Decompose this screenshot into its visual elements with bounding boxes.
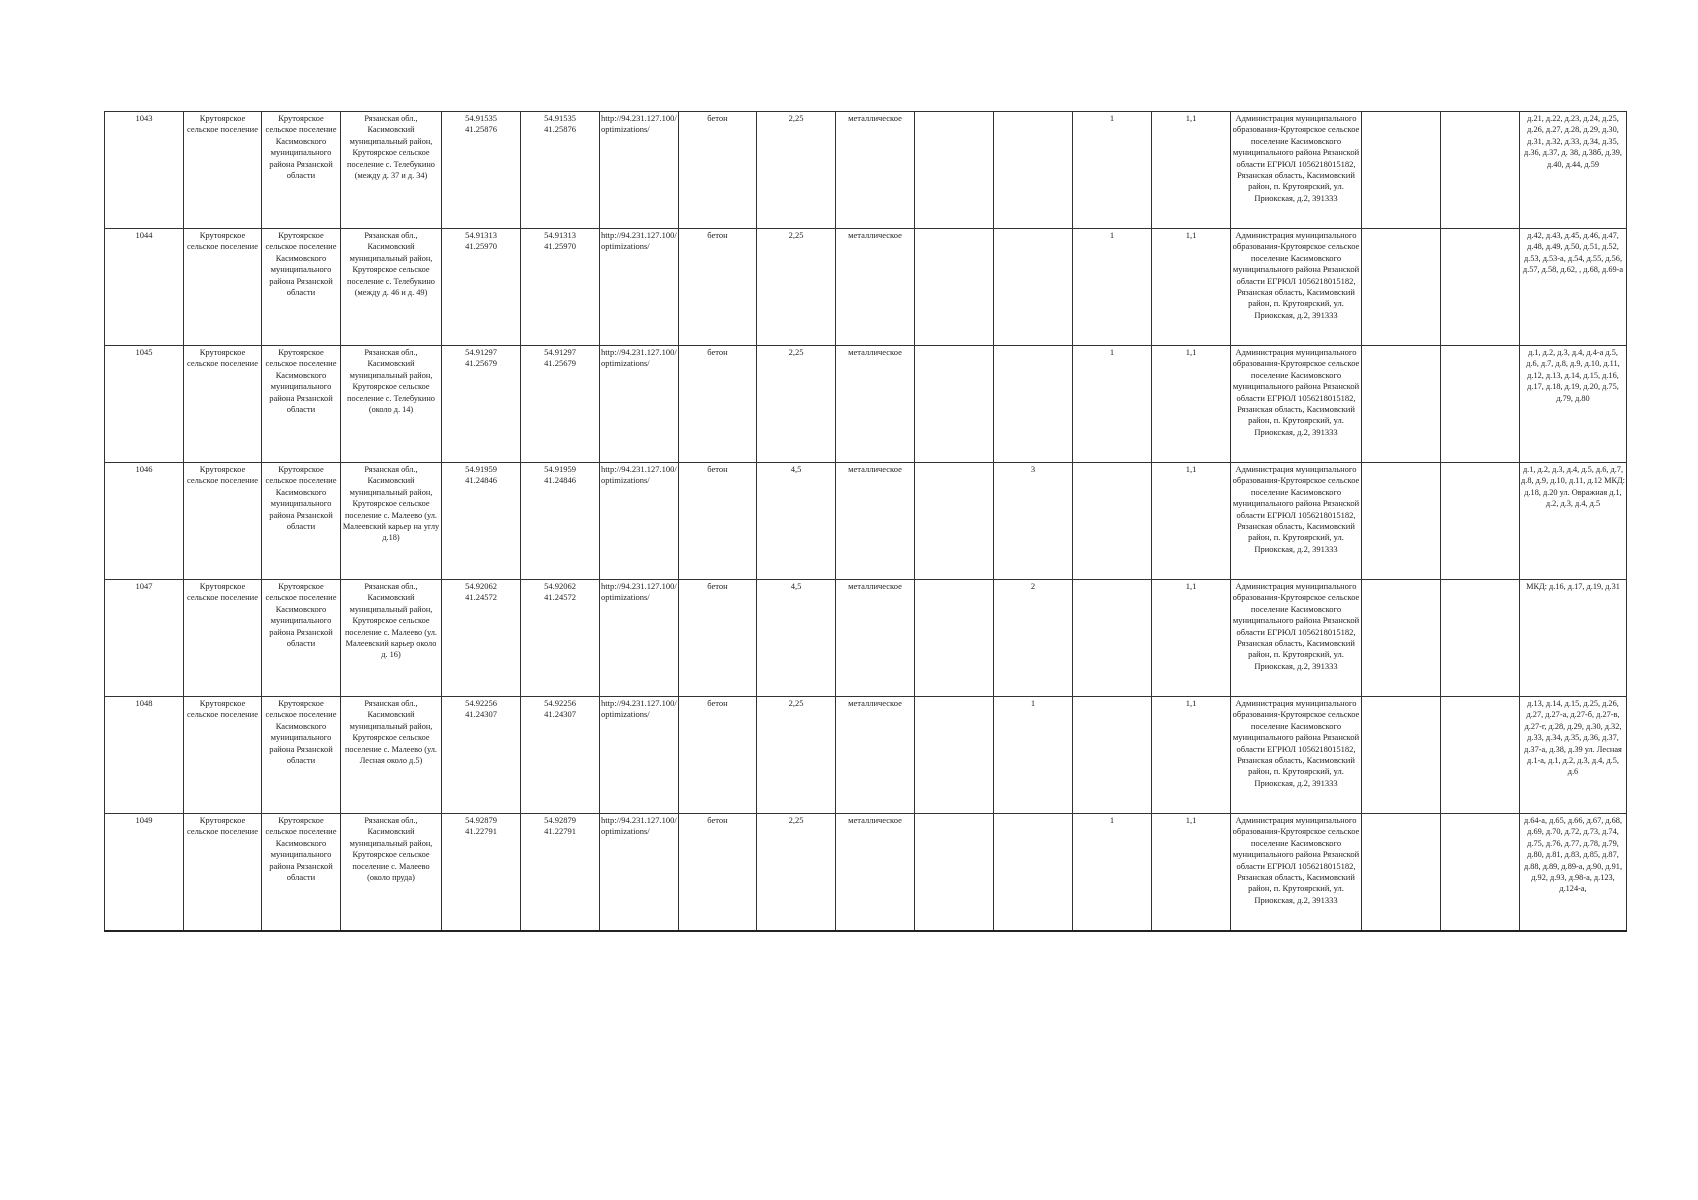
cell-area: 4,5: [757, 580, 836, 697]
cell-surface: бетон: [679, 346, 757, 463]
cell-empty: [1441, 346, 1520, 463]
cell-municipality: Крутоярское сельское поселение Касимовского муниципального района Рязанской области: [262, 229, 341, 346]
cell-map-link[interactable]: http://94.231.127.100/optimizations/: [600, 697, 679, 814]
latitude-value: 54.92062: [465, 581, 497, 591]
table-row: [105, 346, 1627, 463]
cell-coordinates-2: [521, 463, 600, 580]
cell-fence: металлическое: [836, 463, 915, 580]
cell-empty: [915, 463, 994, 580]
cell-empty: [1362, 112, 1441, 229]
table-row: [105, 697, 1627, 814]
longitude-value: 41.25970: [465, 241, 497, 252]
cell-container-count-a: [994, 814, 1073, 932]
cell-fence: металлическое: [836, 229, 915, 346]
cell-empty: [1441, 814, 1520, 932]
cell-settlement: Крутоярское сельское поселение: [184, 580, 262, 697]
cell-houses: д.42, д.43, д.45, д.46, д.47, д.48, д.49, д.50, д.51, д.52, д.53, д.53-а, д.54, д.55, д.56, д.57, д.58, д.62, , д.68, д.69-а: [1520, 229, 1627, 346]
cell-container-count-b: [1073, 697, 1152, 814]
longitude-value: 41.24846: [465, 475, 497, 486]
cell-empty: [1362, 697, 1441, 814]
cell-container-count-b: 1: [1073, 229, 1152, 346]
cell-volume: 1,1: [1152, 229, 1231, 346]
longitude-value: 41.25876: [465, 124, 497, 135]
cell-id: 1044: [105, 229, 184, 346]
cell-empty: [1441, 229, 1520, 346]
cell-empty: [915, 346, 994, 463]
registry-table: [104, 111, 1627, 932]
longitude-value: 41.25970: [544, 241, 576, 252]
cell-volume: 1,1: [1152, 346, 1231, 463]
cell-area: 2,25: [757, 229, 836, 346]
cell-settlement: Крутоярское сельское поселение: [184, 697, 262, 814]
cell-container-count-b: 1: [1073, 346, 1152, 463]
cell-owner: Администрация муниципального образования-Крутоярское сельское поселение Касимовского муниципального района Рязанской области ЕГРЮЛ 1056218015182, Рязанская область, Касимовский район, п. Крутоярский, ул. Приокская, д.2, 391333: [1231, 463, 1362, 580]
cell-houses: д.1, д.2, д.3, д.4, д.5, д.6, д.7, д.8, д.9, д.10, д.11, д.12 МКД: д.18, д.20 ул. Овражная д.1, д.2, д.3, д.4, д.5: [1520, 463, 1627, 580]
cell-surface: бетон: [679, 463, 757, 580]
cell-empty: [1362, 346, 1441, 463]
cell-map-link[interactable]: http://94.231.127.100/optimizations/: [600, 229, 679, 346]
cell-settlement: Крутоярское сельское поселение: [184, 112, 262, 229]
cell-volume: 1,1: [1152, 112, 1231, 229]
table-row: [105, 580, 1627, 697]
latitude-value: 54.91959: [465, 464, 497, 474]
cell-settlement: Крутоярское сельское поселение: [184, 814, 262, 932]
cell-coordinates-2: [521, 697, 600, 814]
cell-surface: бетон: [679, 112, 757, 229]
cell-empty: [1362, 814, 1441, 932]
cell-houses: д.21, д.22, д.23, д.24, д.25, д.26, д.27, д.28, д.29, д.30, д.31, д.32, д.33, д.34, д.35, д.36, д.37, д. 38, д.38б, д.39, д.40, д.44, д.59: [1520, 112, 1627, 229]
cell-address: Рязанская обл., Касимовский муниципальный район, Крутоярское сельское поселение с. Телебукино (между д. 46 и д. 49): [341, 229, 442, 346]
cell-owner: Администрация муниципального образования-Крутоярское сельское поселение Касимовского муниципального района Рязанской области ЕГРЮЛ 1056218015182, Рязанская область, Касимовский район, п. Крутоярский, ул. Приокская, д.2, 391333: [1231, 112, 1362, 229]
cell-empty: [1441, 112, 1520, 229]
cell-id: 1045: [105, 346, 184, 463]
table-row: [105, 814, 1627, 932]
cell-municipality: Крутоярское сельское поселение Касимовского муниципального района Рязанской области: [262, 814, 341, 932]
cell-container-count-a: 3: [994, 463, 1073, 580]
cell-container-count-a: 1: [994, 697, 1073, 814]
table-row: [105, 229, 1627, 346]
cell-coordinates-1: [442, 463, 521, 580]
cell-empty: [915, 814, 994, 932]
cell-surface: бетон: [679, 580, 757, 697]
latitude-value: 54.91297: [544, 347, 576, 357]
cell-owner: Администрация муниципального образования-Крутоярское сельское поселение Касимовского муниципального района Рязанской области ЕГРЮЛ 1056218015182, Рязанская область, Касимовский район, п. Крутоярский, ул. Приокская, д.2, 391333: [1231, 229, 1362, 346]
table-row: [105, 112, 1627, 229]
cell-coordinates-2: [521, 229, 600, 346]
cell-coordinates-1: [442, 346, 521, 463]
cell-address: Рязанская обл., Касимовский муниципальный район, Крутоярское сельское поселение с. Телебукино (около д. 14): [341, 346, 442, 463]
latitude-value: 54.91535: [544, 113, 576, 123]
longitude-value: 41.22791: [544, 826, 576, 837]
cell-address: Рязанская обл., Касимовский муниципальный район, Крутоярское сельское поселение с. Малеево (около пруда): [341, 814, 442, 932]
cell-coordinates-1: [442, 814, 521, 932]
cell-map-link[interactable]: http://94.231.127.100/optimizations/: [600, 112, 679, 229]
longitude-value: 41.22791: [465, 826, 497, 837]
latitude-value: 54.92879: [465, 815, 497, 825]
cell-area: 2,25: [757, 814, 836, 932]
cell-settlement: Крутоярское сельское поселение: [184, 463, 262, 580]
cell-coordinates-2: [521, 814, 600, 932]
latitude-value: 54.92256: [465, 698, 497, 708]
cell-id: 1048: [105, 697, 184, 814]
cell-coordinates-2: [521, 580, 600, 697]
cell-settlement: Крутоярское сельское поселение: [184, 346, 262, 463]
longitude-value: 41.25679: [544, 358, 576, 369]
cell-area: 4,5: [757, 463, 836, 580]
cell-empty: [1362, 463, 1441, 580]
cell-volume: 1,1: [1152, 463, 1231, 580]
cell-fence: металлическое: [836, 112, 915, 229]
cell-municipality: Крутоярское сельское поселение Касимовского муниципального района Рязанской области: [262, 580, 341, 697]
cell-coordinates-1: [442, 229, 521, 346]
cell-address: Рязанская обл., Касимовский муниципальный район, Крутоярское сельское поселение с. Малеево (ул. Малеевский карьер на углу д.18): [341, 463, 442, 580]
cell-settlement: Крутоярское сельское поселение: [184, 229, 262, 346]
cell-owner: Администрация муниципального образования-Крутоярское сельское поселение Касимовского муниципального района Рязанской области ЕГРЮЛ 1056218015182, Рязанская область, Касимовский район, п. Крутоярский, ул. Приокская, д.2, 391333: [1231, 814, 1362, 932]
longitude-value: 41.25679: [465, 358, 497, 369]
cell-coordinates-1: [442, 697, 521, 814]
cell-empty: [1441, 580, 1520, 697]
cell-fence: металлическое: [836, 580, 915, 697]
cell-houses: д.1, д.2, д.3, д.4, д.4-а д.5, д.6, д.7, д.8, д.9, д.10, д.11, д.12, д.13, д.14, д.15, д.16, д.17, д.18, д.19, д.20, д.75, д.79, д.80: [1520, 346, 1627, 463]
cell-container-count-b: [1073, 463, 1152, 580]
longitude-value: 41.24572: [544, 592, 576, 603]
latitude-value: 54.91313: [465, 230, 497, 240]
longitude-value: 41.25876: [544, 124, 576, 135]
cell-coordinates-1: [442, 112, 521, 229]
cell-surface: бетон: [679, 814, 757, 932]
cell-map-link[interactable]: http://94.231.127.100/optimizations/: [600, 580, 679, 697]
latitude-value: 54.91959: [544, 464, 576, 474]
cell-map-link[interactable]: http://94.231.127.100/optimizations/: [600, 346, 679, 463]
cell-houses: МКД: д.16, д.17, д.19, д.31: [1520, 580, 1627, 697]
latitude-value: 54.91535: [465, 113, 497, 123]
cell-owner: Администрация муниципального образования-Крутоярское сельское поселение Касимовского муниципального района Рязанской области ЕГРЮЛ 1056218015182, Рязанская область, Касимовский район, п. Крутоярский, ул. Приокская, д.2, 391333: [1231, 346, 1362, 463]
longitude-value: 41.24307: [465, 709, 497, 720]
cell-address: Рязанская обл., Касимовский муниципальный район, Крутоярское сельское поселение с. Малеево (ул. Малеевский карьер около д. 16): [341, 580, 442, 697]
latitude-value: 54.92062: [544, 581, 576, 591]
latitude-value: 54.91313: [544, 230, 576, 240]
cell-container-count-a: [994, 346, 1073, 463]
cell-municipality: Крутоярское сельское поселение Касимовского муниципального района Рязанской области: [262, 112, 341, 229]
cell-empty: [915, 580, 994, 697]
cell-surface: бетон: [679, 697, 757, 814]
cell-id: 1049: [105, 814, 184, 932]
cell-address: Рязанская обл., Касимовский муниципальный район, Крутоярское сельское поселение с. Малеево (ул. Лесная около д.5): [341, 697, 442, 814]
cell-houses: д.13, д.14, д.15, д.25, д.26, д.27, д.27-а, д.27-б, д.27-в, д.27-г, д.28, д.29, д.30, д.32, д.33, д.34, д.35, д.36, д.37, д.37-а, д.38, д.39 ул. Лесная д.1-а, д.1, д.2, д.3, д.4, д.5, д.6: [1520, 697, 1627, 814]
cell-map-link[interactable]: http://94.231.127.100/optimizations/: [600, 814, 679, 932]
cell-id: 1047: [105, 580, 184, 697]
cell-empty: [1441, 463, 1520, 580]
cell-area: 2,25: [757, 112, 836, 229]
cell-municipality: Крутоярское сельское поселение Касимовского муниципального района Рязанской области: [262, 697, 341, 814]
longitude-value: 41.24846: [544, 475, 576, 486]
cell-fence: металлическое: [836, 346, 915, 463]
cell-address: Рязанская обл., Касимовский муниципальный район, Крутоярское сельское поселение с. Телебукино (между д. 37 и д. 34): [341, 112, 442, 229]
cell-container-count-a: [994, 229, 1073, 346]
cell-volume: 1,1: [1152, 580, 1231, 697]
cell-empty: [1362, 580, 1441, 697]
cell-empty: [915, 697, 994, 814]
latitude-value: 54.92879: [544, 815, 576, 825]
cell-container-count-b: [1073, 580, 1152, 697]
cell-empty: [915, 229, 994, 346]
cell-empty: [915, 112, 994, 229]
cell-coordinates-1: [442, 580, 521, 697]
cell-owner: Администрация муниципального образования-Крутоярское сельское поселение Касимовского муниципального района Рязанской области ЕГРЮЛ 1056218015182, Рязанская область, Касимовский район, п. Крутоярский, ул. Приокская, д.2, 391333: [1231, 697, 1362, 814]
cell-municipality: Крутоярское сельское поселение Касимовского муниципального района Рязанской области: [262, 346, 341, 463]
longitude-value: 41.24307: [544, 709, 576, 720]
cell-coordinates-2: [521, 112, 600, 229]
cell-container-count-a: 2: [994, 580, 1073, 697]
table-row: [105, 463, 1627, 580]
cell-volume: 1,1: [1152, 697, 1231, 814]
cell-empty: [1362, 229, 1441, 346]
cell-container-count-b: 1: [1073, 814, 1152, 932]
longitude-value: 41.24572: [465, 592, 497, 603]
latitude-value: 54.91297: [465, 347, 497, 357]
cell-map-link[interactable]: http://94.231.127.100/optimizations/: [600, 463, 679, 580]
cell-id: 1046: [105, 463, 184, 580]
cell-container-count-b: 1: [1073, 112, 1152, 229]
cell-coordinates-2: [521, 346, 600, 463]
cell-owner: Администрация муниципального образования-Крутоярское сельское поселение Касимовского муниципального района Рязанской области ЕГРЮЛ 1056218015182, Рязанская область, Касимовский район, п. Крутоярский, ул. Приокская, д.2, 391333: [1231, 580, 1362, 697]
latitude-value: 54.92256: [544, 698, 576, 708]
cell-empty: [1441, 697, 1520, 814]
cell-surface: бетон: [679, 229, 757, 346]
cell-fence: металлическое: [836, 814, 915, 932]
cell-area: 2,25: [757, 697, 836, 814]
cell-area: 2,25: [757, 346, 836, 463]
cell-houses: д.64-а, д.65, д.66, д.67, д.68, д.69, д.70, д.72, д.73, д.74, д.75, д.76, д.77, д.78, д.79, д.80, д.81, д.83, д.85, д.87, д.88, д.89, д.89-а, д.90, д.91, д.92, д.93, д.98-а, д.123, д.124-а,: [1520, 814, 1627, 932]
cell-volume: 1,1: [1152, 814, 1231, 932]
cell-id: 1043: [105, 112, 184, 229]
cell-fence: металлическое: [836, 697, 915, 814]
cell-container-count-a: [994, 112, 1073, 229]
cell-municipality: Крутоярское сельское поселение Касимовского муниципального района Рязанской области: [262, 463, 341, 580]
table-body: [105, 112, 1627, 932]
